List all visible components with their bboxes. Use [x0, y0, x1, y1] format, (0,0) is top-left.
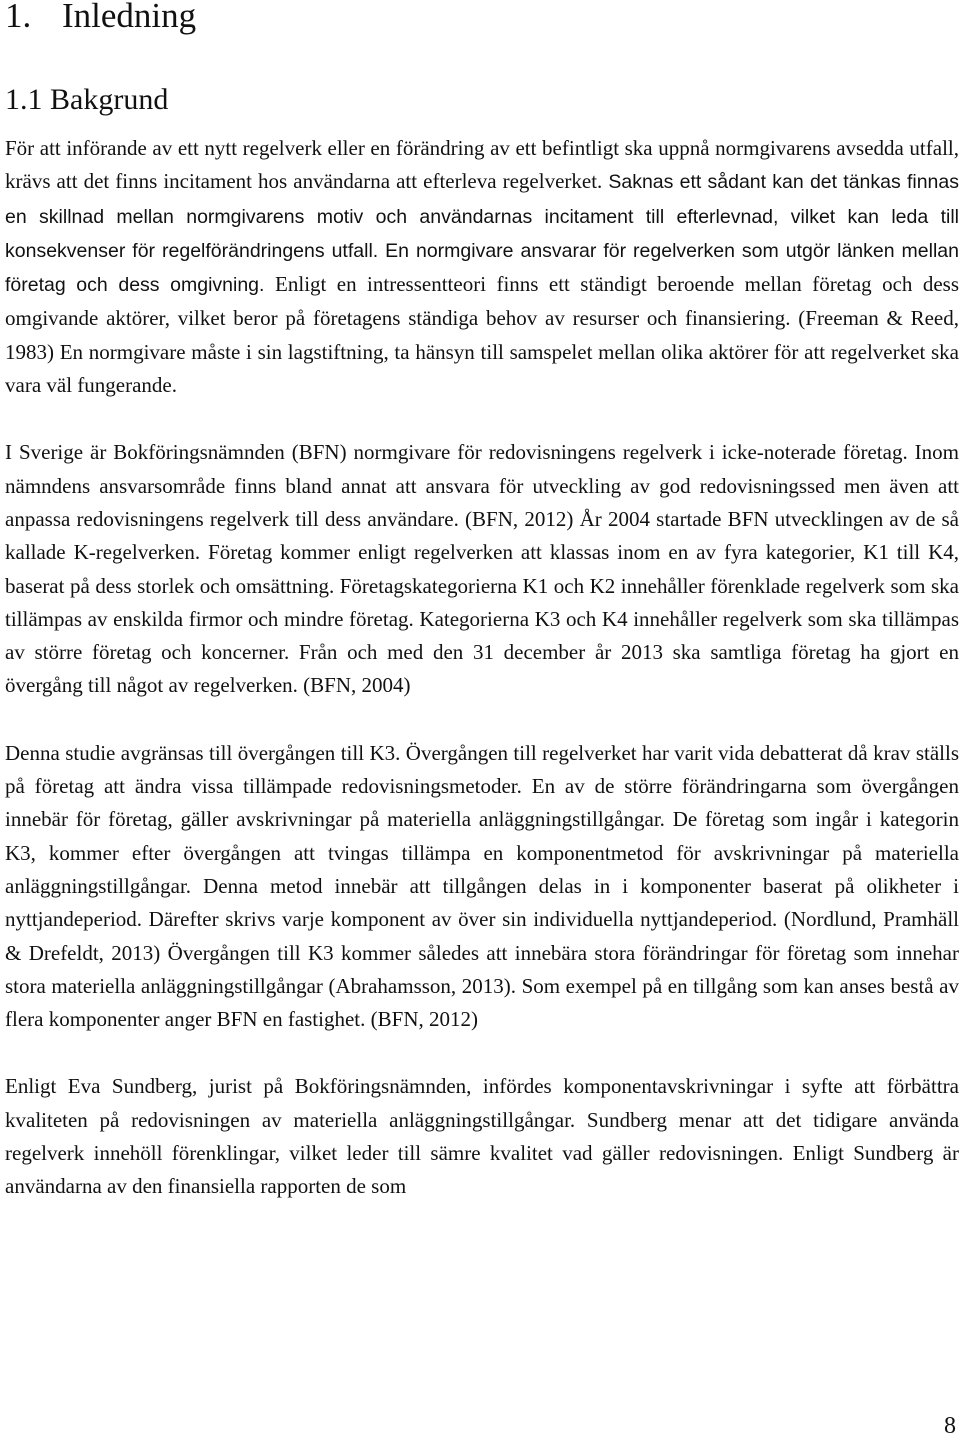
chapter-number: 1.	[5, 0, 32, 35]
chapter-title: Inledning	[62, 0, 197, 35]
paragraph-4	[5, 1070, 959, 1203]
paragraph-1-segment-1: För att införande av ett nytt regelverk eller en förändring av ett befintligt ska uppnå normgivarens avsedda utfall, krävs att det finns incitament hos användarna att efterleva regelverket.	[5, 136, 959, 194]
paragraph-3	[5, 737, 959, 1037]
page-number: 8	[944, 1413, 956, 1439]
body-text	[5, 132, 959, 1238]
paragraph-2-segment-1: I Sverige är Bokföringsnämnden (BFN) normgivare för redovisningens regelverk i icke-noterade företag. Inom nämndens ansvarsområde finns bland annat att ansvara för utveckling av god redovisningssed men även att anpassa redovisningens regelverk till dess användare. (BFN, 2012) År 2004 startade BFN utvecklingen av de så kallade K-regelverken. Företag kommer enligt regelverken att klassas inom en av fyra kategorier, K1 till K4, baserat på dess storlek och omsättning. Företagskategorierna K1 och K2 innehåller förenklade regelverk som ska tillämpas av enskilda firmor och mindre företag. Kategorierna K3 och K4 innehåller regelverk som ska tillämpas av större företag och koncerner. Från och med den 31 december år 2013 ska samtliga företag ha gjort en övergång till något av regelverken. (BFN, 2004)	[5, 440, 959, 698]
section-heading: 1.1 Bakgrund	[5, 83, 169, 116]
paragraph-1-segment-2: Saknas ett sådant kan det tänkas finnas en skillnad mellan normgivarens motiv och användarnas incitament till efterlevnad, vilket kan leda till konsekvenser för regelförändringens utfall. En normgivare ansvarar för regelverken som utgör länken mellan företag och dess omgivning.	[5, 171, 959, 297]
paragraph-2	[5, 436, 959, 702]
paragraph-4-segment-1: Enligt Eva Sundberg, jurist på Bokföringsnämnden, infördes komponentavskrivningar i syfte att förbättra kvaliteten på redovisningen av materiella anläggningstillgångar. Sundberg menar att det tidigare använda regelverk innehöll förenklingar, vilket leder till sämre kvalitet vad gäller redovisningen. Enligt Sundberg är användarna av den finansiella rapporten de som	[5, 1074, 959, 1199]
paragraph-1	[5, 132, 959, 402]
chapter-heading	[5, 0, 196, 36]
paragraph-3-segment-1: Denna studie avgränsas till övergången till K3. Övergången till regelverket har varit vida debatterat då krav ställs på företag att ändra vissa tillämpade redovisningsmetoder. En av de större förändringarna som övergången innebär för företag, gäller avskrivningar på materiella anläggningstillgångar. De företag som ingår i kategorin K3, kommer efter övergången att tvingas tillämpa en komponentmetod för avskrivningar på materiella anläggningstillgångar. Denna metod innebär att tillgången delas in i komponenter baserat på olikheter i nyttjandeperiod. Därefter skrivs varje komponent av över sin individuella nyttjandeperiod. (Nordlund, Pramhäll & Drefeldt, 2013) Övergången till K3 kommer således att innebära stora förändringar för företag som innehar stora materiella anläggningstillgångar (Abrahamsson, 2013). Som exempel på en tillgång som kan anses bestå av flera komponenter anger BFN en fastighet. (BFN, 2012)	[5, 740, 959, 1032]
paragraph-1-segment-3: Enligt en intressentteori finns ett ständigt beroende mellan företag och dess omgivande aktörer, vilket beror på företagens ständiga behov av resurser och finansiering. (Freeman & Reed, 1983) En normgivare måste i sin lagstiftning, ta hänsyn till samspelet mellan olika aktörer för att regelverket ska vara väl fungerande.	[5, 272, 960, 398]
